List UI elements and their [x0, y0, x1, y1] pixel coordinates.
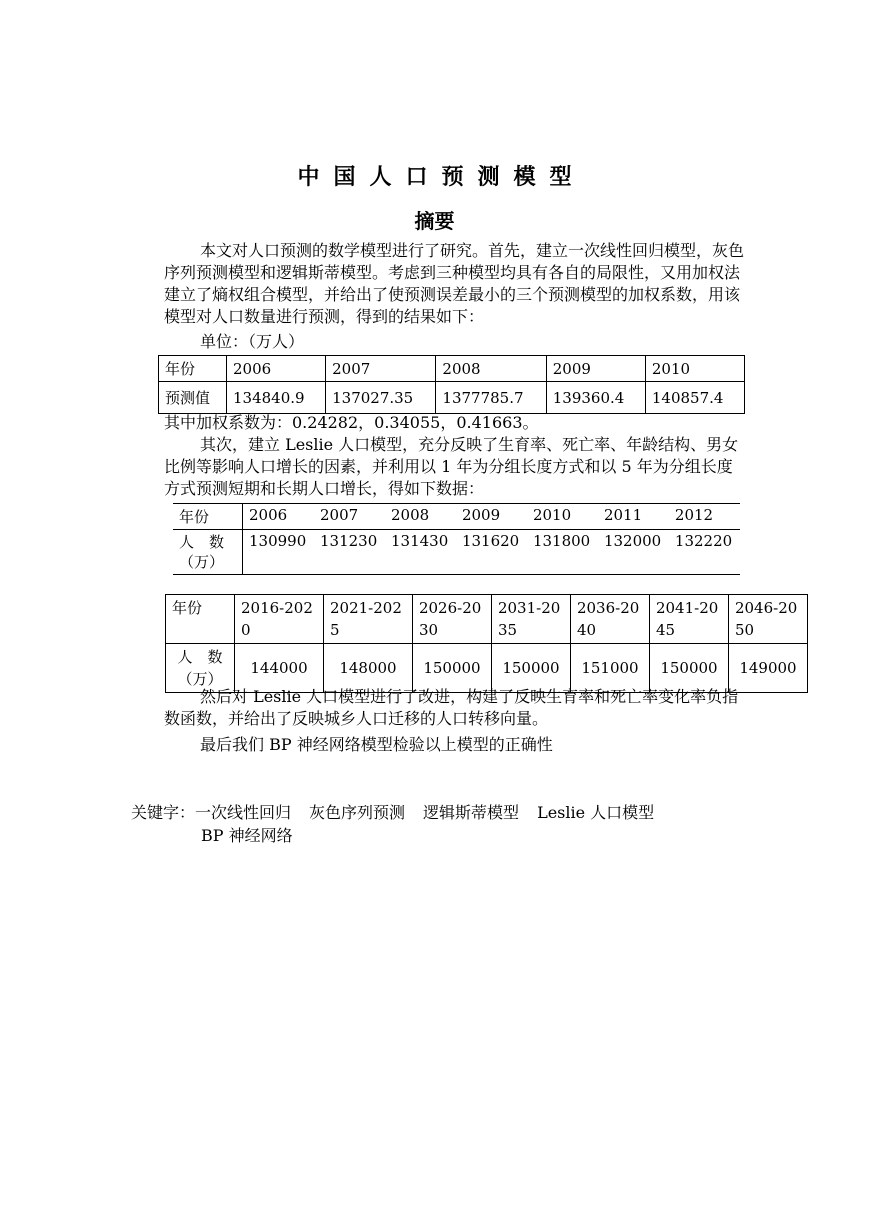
table-cell: 132220	[669, 530, 740, 575]
table-cell: 131800	[527, 530, 598, 575]
table-cell: 131620	[456, 530, 527, 575]
table-cell: 131430	[385, 530, 456, 575]
row-label	[173, 530, 243, 575]
keyword: 一次线性回归	[195, 803, 292, 822]
table-cell: 130990	[243, 530, 315, 575]
table-cell: 144000	[235, 644, 324, 693]
table-cell: 2009	[546, 356, 645, 382]
keyword: BP 神经网络	[201, 826, 293, 845]
keyword: 逻辑斯蒂模型	[423, 803, 520, 822]
forecast-table	[158, 355, 745, 414]
row-label-line: 人 数	[179, 533, 225, 551]
abstract-paragraph-2: 其次，建立 Leslie 人口模型，充分反映了生育率、死亡率、年龄结构、男女比例等影响人口增长的因素，并利用以 1 年为分组长度方式和以 5 年为分组长度方式预测短期和长期人口增长，得如下数据：	[164, 435, 739, 498]
table-cell: 2046-20 50	[728, 595, 807, 644]
document-title: 中国人口预测模型	[297, 164, 586, 190]
table-cell: 2006	[243, 504, 315, 530]
table-cell: 151000	[570, 644, 649, 693]
table-cell: 1377785.7	[436, 382, 546, 414]
abstract-heading: 摘要	[414, 209, 455, 233]
table-cell: 2011	[598, 504, 669, 530]
row-label-line: 人 数	[177, 648, 223, 666]
table-cell: 2031-20 35	[491, 595, 570, 644]
table-cell: 2041-20 45	[649, 595, 728, 644]
abstract-paragraph-4: 最后我们 BP 神经网络模型检验以上模型的正确性	[200, 735, 553, 754]
table-cell: 2008	[385, 504, 456, 530]
table-cell: 2009	[456, 504, 527, 530]
unit-note: 单位：（万人）	[200, 332, 305, 351]
table-cell: 132000	[598, 530, 669, 575]
row-label-line: （万）	[179, 553, 225, 571]
table-cell: 2010	[527, 504, 598, 530]
table-cell: 2026-20 30	[412, 595, 491, 644]
row-label-line: （万）	[177, 670, 223, 688]
table-cell: 2010	[645, 356, 744, 382]
abstract-paragraph-3: 然后对 Leslie 人口模型进行了改进，构建了反映生育率和死亡率变化率负指数函数，并给出了反映城乡人口迁移的人口转移向量。	[164, 687, 739, 728]
table-cell: 137027.35	[326, 382, 436, 414]
table-row	[159, 382, 745, 414]
table-cell: 131230	[314, 530, 385, 575]
table-cell: 148000	[323, 644, 412, 693]
table-cell: 2021-202 5	[323, 595, 412, 644]
table-cell: 149000	[728, 644, 807, 693]
leslie-long-term-table	[165, 594, 808, 693]
table-cell: 140857.4	[645, 382, 744, 414]
keyword: Leslie 人口模型	[537, 803, 655, 822]
table-cell: 2012	[669, 504, 740, 530]
row-label: 年份	[173, 504, 243, 530]
table-row	[173, 504, 740, 530]
table-cell: 150000	[491, 644, 570, 693]
table-cell: 2016-202 0	[235, 595, 324, 644]
table-cell: 2036-20 40	[570, 595, 649, 644]
leslie-short-term-table	[173, 503, 740, 575]
table-row	[173, 530, 740, 575]
row-label: 年份	[166, 595, 235, 644]
keyword: 灰色序列预测	[309, 803, 406, 822]
keywords-line-1	[131, 801, 672, 824]
table-cell: 150000	[649, 644, 728, 693]
weights-note: 其中加权系数为：0.24282，0.34055，0.41663。	[164, 413, 539, 432]
table-cell: 134840.9	[226, 382, 325, 414]
table-row	[159, 356, 745, 382]
table-cell: 150000	[412, 644, 491, 693]
keywords-line-2	[131, 824, 672, 847]
keywords-section	[131, 801, 672, 847]
keywords-label: 关键字：	[131, 803, 196, 822]
abstract-paragraph-1: 本文对人口预测的数学模型进行了研究。首先，建立一次线性回归模型，灰色序列预测模型和逻辑斯蒂模型。考虑到三种模型均具有各自的局限性，又用加权法建立了熵权组合模型，并给出了使预测误差最小的三个预测模型的加权系数，用该模型对人口数量进行预测，得到的结果如下：	[164, 241, 745, 326]
table-cell: 2007	[326, 356, 436, 382]
table-cell: 139360.4	[546, 382, 645, 414]
row-label: 年份	[159, 356, 227, 382]
table-cell: 2008	[436, 356, 546, 382]
table-cell: 2007	[314, 504, 385, 530]
table-cell: 2006	[226, 356, 325, 382]
table-row	[166, 595, 808, 644]
row-label: 预测值	[159, 382, 227, 414]
